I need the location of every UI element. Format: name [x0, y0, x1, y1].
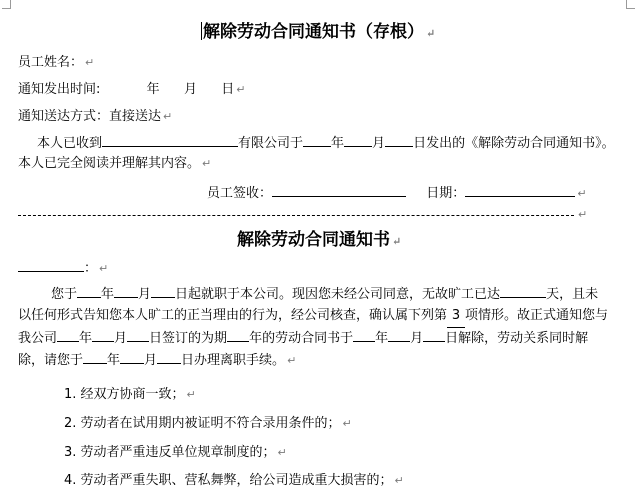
month-label: 月: [138, 287, 152, 302]
month-label: 月: [114, 331, 128, 346]
delivery-method-line[interactable]: [18, 105, 172, 124]
list-item-text: 2. 劳动者在试用期内被证明不符合录用条件的；: [64, 416, 341, 431]
body-text: 年的劳动合同书于: [249, 331, 354, 346]
list-item-text: 1. 经双方协商一致；: [64, 387, 185, 402]
leave-day-blank[interactable]: [157, 349, 181, 364]
text-cursor: [201, 22, 202, 40]
page-corner-top-left: [2, 0, 11, 9]
month-label: 月: [410, 331, 424, 346]
body-text: 日办理离职手续。: [181, 353, 286, 368]
addressee-colon: ：: [84, 261, 98, 276]
year-label: 年: [331, 136, 345, 151]
body-text: 以任何形式告知您本人旷工的正当理由的行为，经公司核查，确认属下列第: [18, 308, 448, 323]
paragraph-mark: ↵: [578, 208, 588, 221]
paragraph-mark: ↵: [577, 187, 587, 200]
ack-company-text: 有限公司于: [238, 136, 304, 151]
addressee-blank[interactable]: [18, 257, 84, 272]
sign-year-blank[interactable]: [57, 327, 79, 342]
body-text: 您于: [51, 287, 78, 302]
list-item-text: 3. 劳动者严重违反单位规章制度的；: [64, 445, 276, 460]
end-day-blank[interactable]: [423, 327, 445, 342]
end-year-blank[interactable]: [353, 327, 375, 342]
start-day-blank[interactable]: [151, 283, 175, 298]
employee-name-label: 员工姓名：: [18, 55, 84, 70]
body-text: 日解除，劳动关系同时解: [445, 331, 589, 346]
sign-date-blank[interactable]: [465, 182, 575, 197]
year-label: 年: [146, 82, 160, 97]
month-label: 月: [144, 353, 158, 368]
contract-term-blank[interactable]: [227, 327, 249, 342]
body-text: 项情形。故正式通知您与: [465, 308, 609, 323]
sign-day-blank[interactable]: [127, 327, 149, 342]
list-item-text: 4. 劳动者严重失职、营私舞弊，给公司造成重大损害的；: [64, 473, 393, 488]
signature-line[interactable]: [207, 182, 587, 201]
paragraph-mark: ↵: [163, 110, 173, 123]
notice-time-line[interactable]: [18, 78, 246, 97]
notice-body-line-4[interactable]: [18, 349, 296, 372]
absence-days-blank[interactable]: [500, 283, 546, 298]
paragraph-mark: ↵: [202, 157, 212, 170]
list-item: [64, 469, 404, 488]
month-label: 月: [372, 136, 386, 151]
delivery-method-label: 通知送达方式：直接送达: [18, 109, 162, 124]
year-label: 年: [101, 287, 115, 302]
ack-month-blank[interactable]: [344, 132, 372, 147]
employee-name-line[interactable]: [18, 51, 94, 70]
paragraph-mark: ↵: [426, 27, 436, 40]
ack-day-blank[interactable]: [385, 132, 413, 147]
list-item: [64, 383, 196, 402]
employee-sign-blank[interactable]: [272, 182, 406, 197]
body-text: 日起就职于本公司。现因您未经公司同意，无故旷工已达: [175, 287, 501, 302]
list-item: [64, 441, 287, 460]
ack-issued-text: 日发出的《解除劳动合同通知书》。: [413, 136, 615, 151]
paragraph-mark: ↵: [342, 417, 352, 430]
cut-line-divider: [18, 215, 574, 216]
employee-sign-label: 员工签收：: [207, 186, 273, 201]
paragraph-mark: ↵: [392, 235, 402, 248]
body-text: 日签订的为期: [149, 331, 228, 346]
paragraph-mark: ↵: [99, 262, 109, 275]
sign-month-blank[interactable]: [92, 327, 114, 342]
paragraph-mark: ↵: [186, 388, 196, 401]
item-number-blank[interactable]: 3: [447, 305, 465, 328]
leave-year-blank[interactable]: [83, 349, 107, 364]
paragraph-mark: ↵: [236, 83, 246, 96]
paragraph-mark: ↵: [394, 474, 404, 487]
body-text: 天，且未: [546, 287, 599, 302]
paragraph-mark: ↵: [287, 354, 297, 367]
list-item: [64, 412, 352, 431]
ack-year-blank[interactable]: [303, 132, 331, 147]
start-year-blank[interactable]: [77, 283, 101, 298]
ack-understood-text: 本人已完全阅读并理解其内容。: [18, 156, 201, 171]
page-corner-top-right: [626, 0, 635, 9]
sign-date-label: 日期：: [426, 186, 466, 201]
notice-title: 解除劳动合同通知书 ↵: [237, 230, 402, 250]
paragraph-mark: ↵: [85, 56, 95, 69]
notice-body-line-2[interactable]: [18, 305, 608, 328]
end-month-blank[interactable]: [388, 327, 410, 342]
acknowledgement-line-1[interactable]: [37, 132, 615, 151]
notice-time-label: 通知发出时间:: [18, 82, 101, 97]
notice-body-line-3[interactable]: [18, 327, 588, 350]
body-text: 除，请您于: [18, 353, 84, 368]
year-label: 年: [375, 331, 389, 346]
paragraph-mark: ↵: [277, 446, 287, 459]
month-label: 月: [183, 82, 197, 97]
leave-month-blank[interactable]: [120, 349, 144, 364]
acknowledgement-line-2: [18, 152, 211, 171]
stub-title: 解除劳动合同通知书（存根） ↵: [203, 22, 436, 42]
addressee-line[interactable]: [18, 257, 108, 276]
body-text: 我公司: [18, 331, 58, 346]
year-label: 年: [79, 331, 93, 346]
notice-body-line-1[interactable]: [51, 283, 598, 306]
ack-received-text: 本人已收到: [37, 136, 103, 151]
start-month-blank[interactable]: [114, 283, 138, 298]
year-label: 年: [107, 353, 121, 368]
company-name-blank[interactable]: [102, 132, 238, 147]
day-label: 日: [221, 82, 235, 97]
